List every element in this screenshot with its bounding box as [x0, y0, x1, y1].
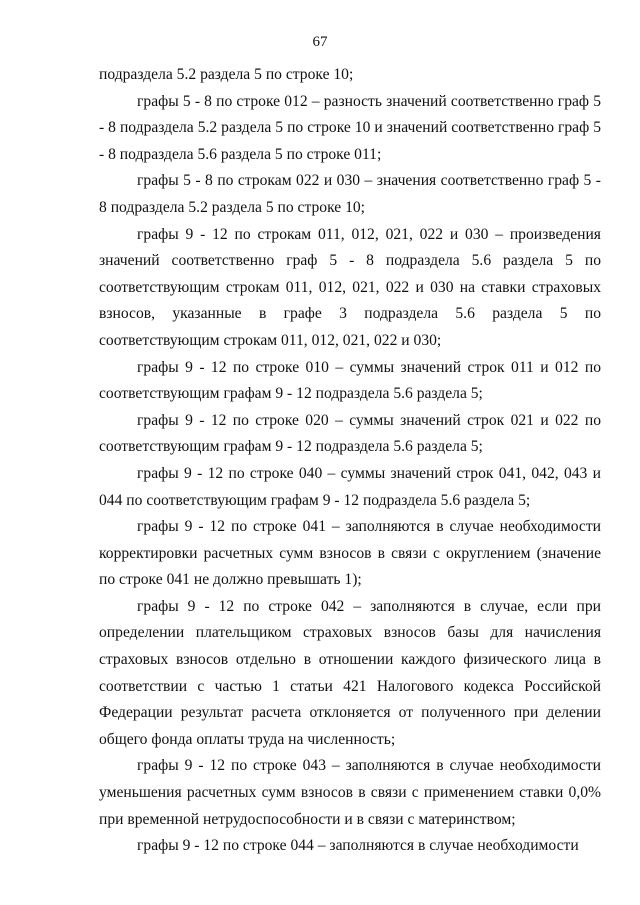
paragraph: графы 9 - 12 по строкам 011, 012, 021, 022 и 030 – произведения значений соответственно граф 5 - 8 подраздела 5.6 раздела 5 по соответствующим строкам 011, 012, 021, 022 и 030 на ставки страховых взносов, указанные в графе 3 подраздела 5.6 раздела 5 по соответствующим строкам 011, 012, 021, 022 и 030; — [99, 225, 601, 349]
paragraph: графы 9 - 12 по строке 042 – заполняются в случае, если при определении плательщиком страховых взносов базы для начисления страховых взносов отдельно в отношении каждого физического лица в соответствии с частью 1 статьи 421 Налогового кодекса Российской Федерации результат расчета отклоняется от полученного при делении общего фонда оплаты труда на численность; — [99, 597, 601, 748]
page-number: 67 — [312, 34, 328, 50]
paragraph: графы 9 - 12 по строке 010 – суммы значений строк 011 и 012 по соответствующим графам 9 - 12 подраздела 5.6 раздела 5; — [99, 358, 601, 403]
paragraph: графы 5 - 8 по строкам 022 и 030 – значения соответственно граф 5 - 8 подраздела 5.2 раздела 5 по строке 10; — [99, 172, 601, 216]
paragraph: графы 9 - 12 по строке 041 – заполняются в случае необходимости корректировки расчетных сумм взносов в связи с округлением (значение по строке 041 не должно превышать 1); — [99, 518, 601, 589]
paragraph: графы 5 - 8 по строке 012 – разность значений соответственно граф 5 - 8 подраздела 5.2 раздела 5 по строке 10 и значений соответственно граф 5 - 8 подраздела 5.6 раздела 5 по строке 011; — [99, 92, 601, 163]
paragraph: графы 9 - 12 по строке 040 – суммы значений строк 041, 042, 043 и 044 по соответствующим графам 9 - 12 подраздела 5.6 раздела 5; — [99, 464, 601, 509]
paragraph: графы 9 - 12 по строке 043 – заполняются в случае необходимости уменьшения расчетных сумм взносов в связи с применением ставки 0,0% при временной нетрудоспособности и в связи с материнством; — [99, 757, 601, 828]
paragraph-continuation: подраздела 5.2 раздела 5 по строке 10; — [99, 66, 354, 83]
paragraph-cut-off: графы 9 - 12 по строке 044 – заполняются в случае необходимости — [137, 837, 579, 855]
paragraph: графы 9 - 12 по строке 020 – суммы значений строк 021 и 022 по соответствующим графам 9 - 12 подраздела 5.6 раздела 5; — [99, 411, 601, 456]
document-body — [99, 62, 601, 860]
